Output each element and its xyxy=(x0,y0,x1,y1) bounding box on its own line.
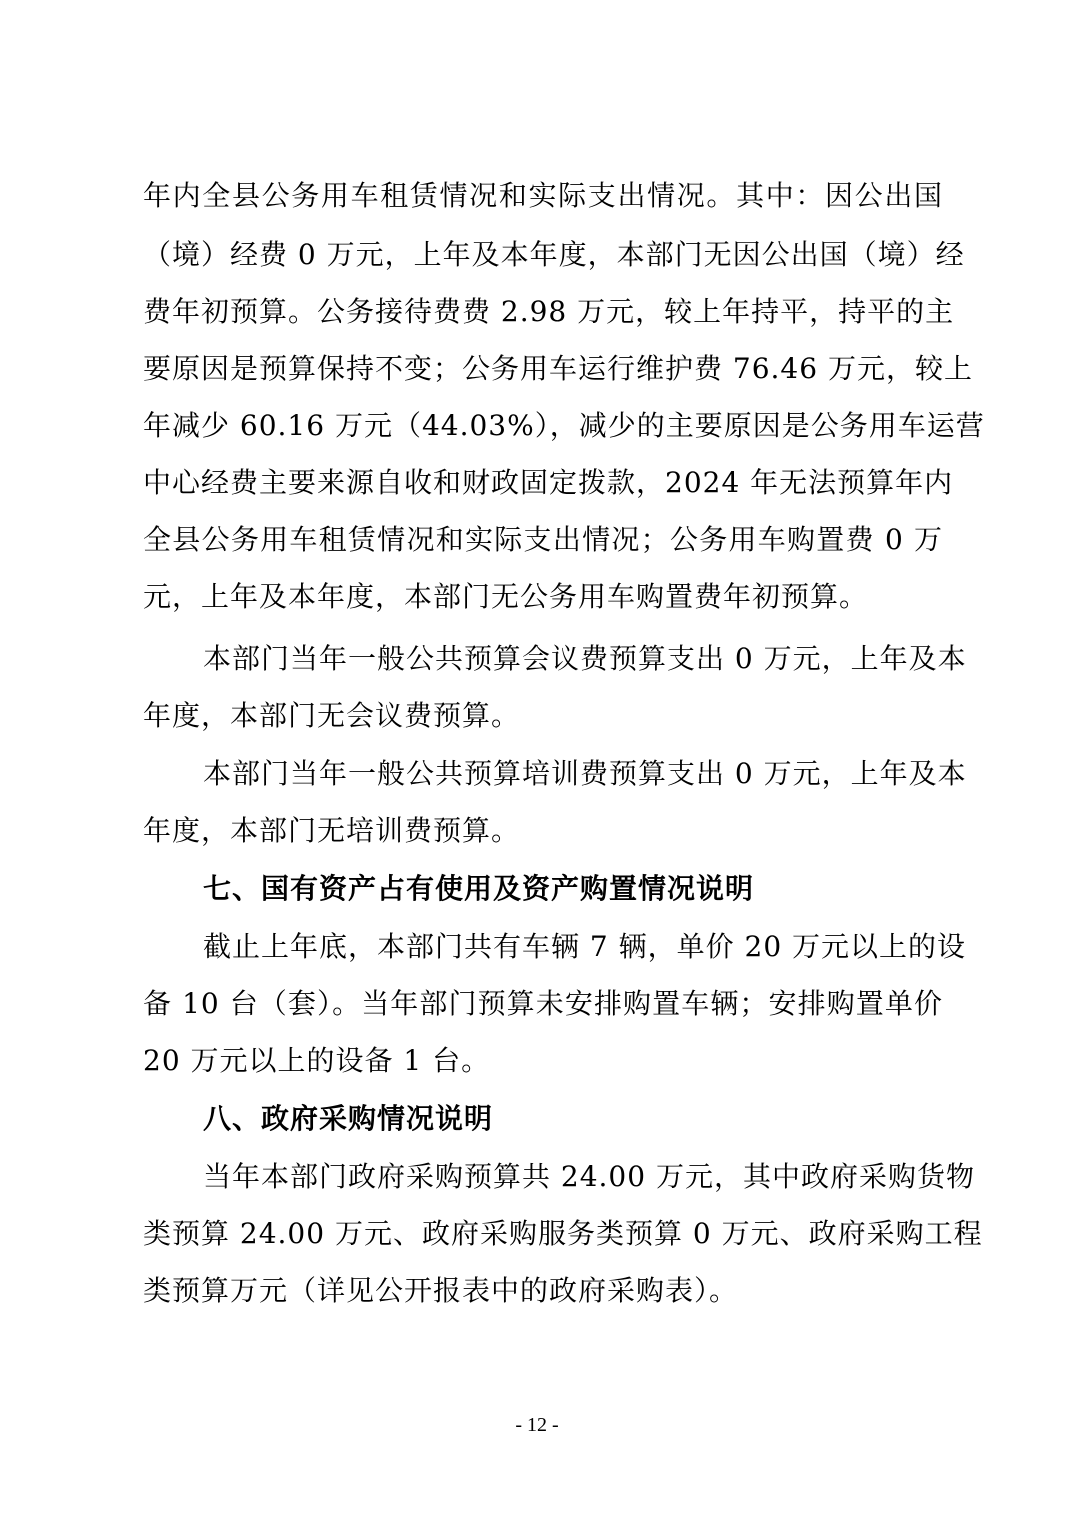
paragraph-line: 备 10 台（套）。当年部门预算未安排购置车辆；安排购置单价 xyxy=(143,987,943,1020)
paragraph-line: 当年本部门政府采购预算共 24.00 万元，其中政府采购货物 xyxy=(203,1160,975,1193)
paragraph-line: 类预算 24.00 万元、政府采购服务类预算 0 万元、政府采购工程 xyxy=(143,1217,983,1250)
paragraph-line: 本部门当年一般公共预算培训费预算支出 0 万元，上年及本 xyxy=(203,757,967,790)
paragraph-line: （境）经费 0 万元，上年及本年度，本部门无因公出国（境）经 xyxy=(143,238,965,271)
page-number: - 12 - xyxy=(515,1414,559,1436)
paragraph-line: 本部门当年一般公共预算会议费预算支出 0 万元，上年及本 xyxy=(203,642,967,675)
paragraph-line: 年减少 60.16 万元（44.03%），减少的主要原因是公务用车运营 xyxy=(143,409,985,442)
paragraph-line: 元，上年及本年度，本部门无公务用车购置费年初预算。 xyxy=(143,580,869,613)
paragraph-line: 中心经费主要来源自收和财政固定拨款，2024 年无法预算年内 xyxy=(143,466,954,499)
paragraph-line: 全县公务用车租赁情况和实际支出情况；公务用车购置费 0 万 xyxy=(143,523,943,556)
section-heading: 八、政府采购情况说明 xyxy=(203,1102,494,1135)
paragraph-line: 截止上年底，本部门共有车辆 7 辆，单价 20 万元以上的设 xyxy=(203,930,967,963)
paragraph-line: 要原因是预算保持不变；公务用车运行维护费 76.46 万元，较上 xyxy=(143,352,973,385)
paragraph-line: 年度，本部门无培训费预算。 xyxy=(143,814,521,847)
paragraph-line: 类预算万元（详见公开报表中的政府采购表）。 xyxy=(143,1274,739,1307)
paragraph-line: 年内全县公务用车租赁情况和实际支出情况。其中：因公出国 xyxy=(143,179,943,212)
paragraph-line: 年度，本部门无会议费预算。 xyxy=(143,699,521,732)
paragraph-line: 费年初预算。公务接待费费 2.98 万元，较上年持平，持平的主 xyxy=(143,295,955,328)
section-heading: 七、国有资产占有使用及资产购置情况说明 xyxy=(203,872,755,905)
paragraph-line: 20 万元以上的设备 1 台。 xyxy=(143,1044,491,1077)
